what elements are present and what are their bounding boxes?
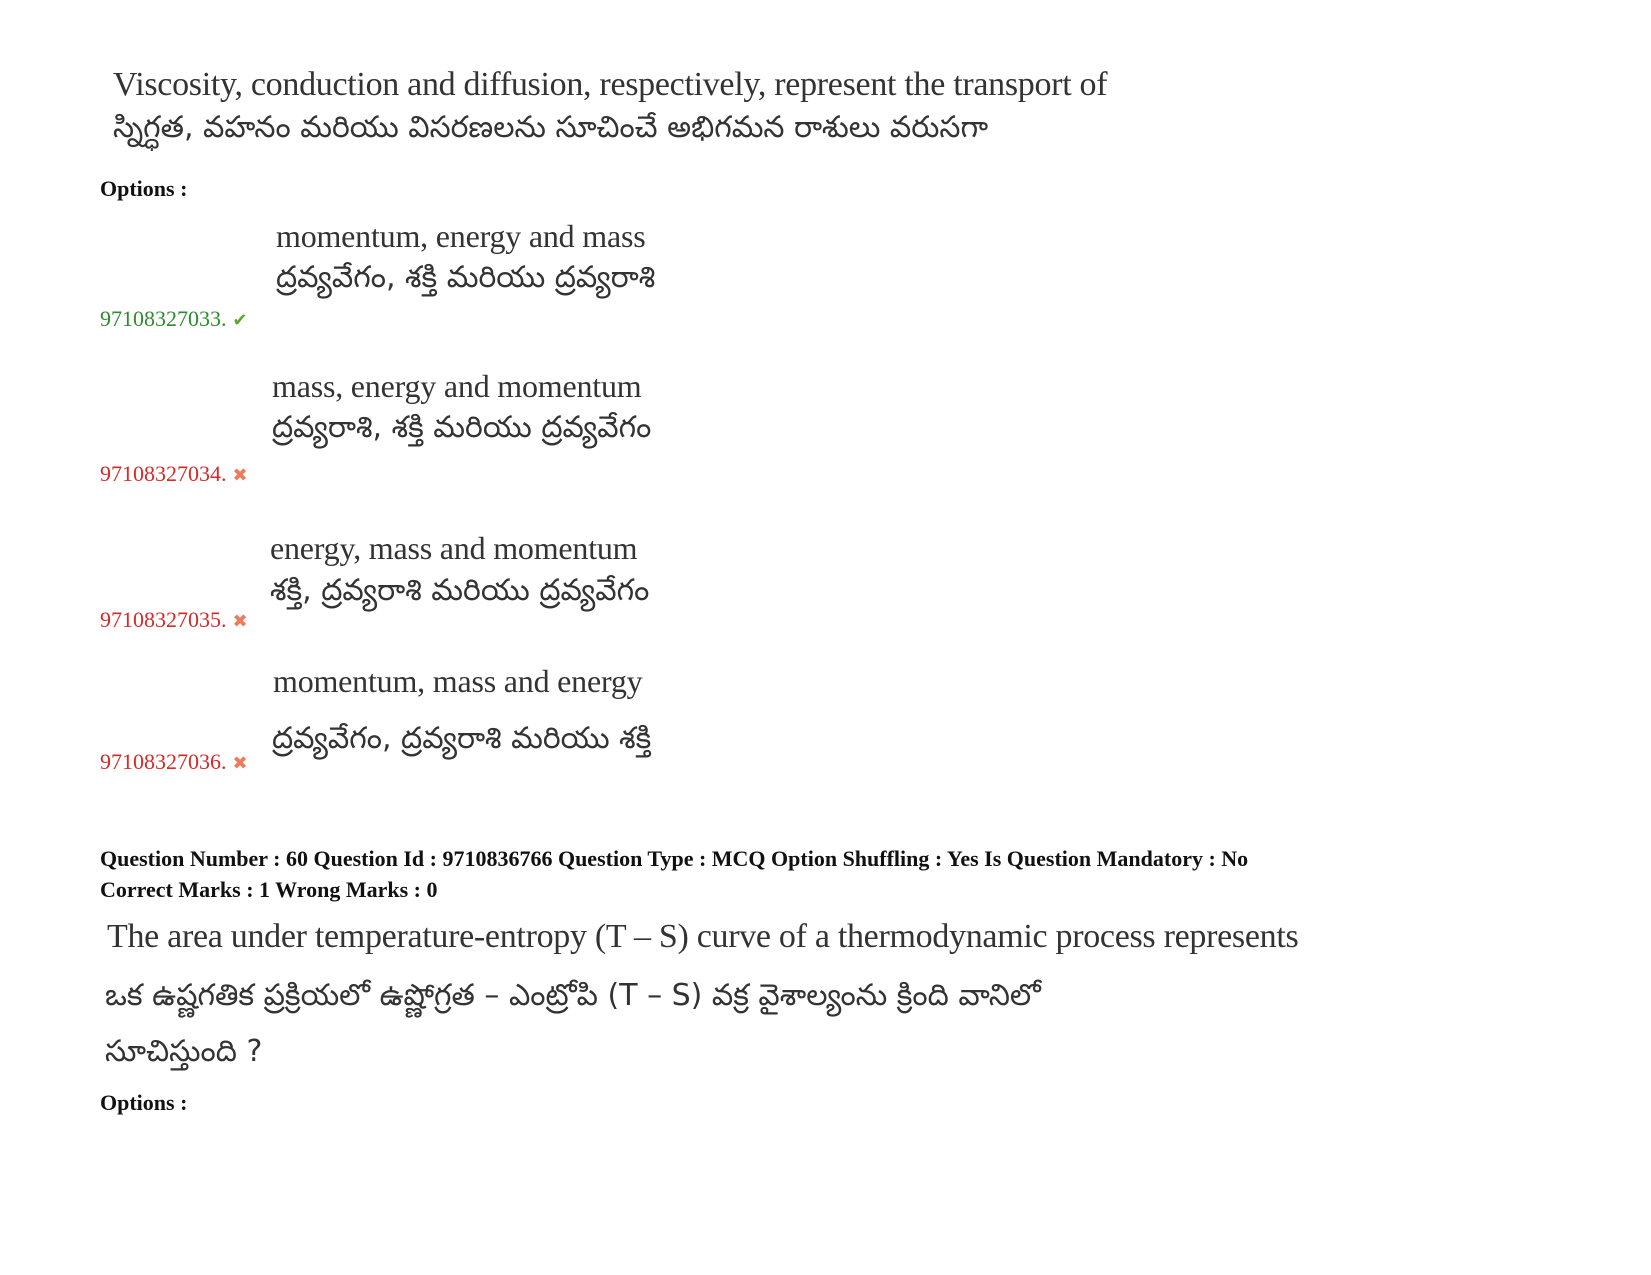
- question-text-te: ఒక ఉష్ణగతిక ప్రక్రియలో ఉష్ణోగ్రత – ఎంట్రోపి (T – S) వక్ర వైశాల్యంను క్రింది వానిలో: [105, 978, 1041, 1013]
- option-text-en: momentum, mass and energy: [273, 663, 643, 699]
- option-id-value: 97108327033.: [100, 306, 227, 331]
- option-text-te: శక్తి, ద్రవ్యరాశి మరియు ద్రవ్యవేగం: [270, 573, 650, 608]
- option-text-en: energy, mass and momentum: [270, 530, 638, 566]
- check-icon: ✔: [232, 310, 248, 331]
- option-text-en: mass, energy and momentum: [272, 368, 642, 404]
- question-marks: Correct Marks : 1 Wrong Marks : 0: [100, 877, 438, 902]
- question-text-te-cont: సూచిస్తుంది ?: [105, 1034, 263, 1069]
- option-text-te: ద్రవ్యవేగం, శక్తి మరియు ద్రవ్యరాశి: [276, 260, 656, 295]
- option-id: [100, 749, 248, 775]
- cross-icon: ✖: [232, 611, 248, 632]
- option-id-value: 97108327035.: [100, 607, 227, 632]
- option-id-value: 97108327036.: [100, 749, 227, 774]
- question-text-te: స్నిగ్ధత, వహనం మరియు విసరణలను సూచించే అభిగమన రాశులు వరుసగా: [113, 110, 989, 145]
- option-id: [100, 607, 248, 633]
- options-label: Options :: [100, 176, 188, 201]
- option-text-te: ద్రవ్యరాశి, శక్తి మరియు ద్రవ్యవేగం: [272, 410, 652, 445]
- option-id: [100, 306, 248, 332]
- option-text-en: momentum, energy and mass: [276, 218, 646, 254]
- question-text-en: Viscosity, conduction and diffusion, respectively, represent the transport of: [113, 66, 1108, 103]
- option-id: [100, 461, 248, 487]
- options-label: Options :: [100, 1090, 188, 1115]
- option-text-te: ద్రవ్యవేగం, ద్రవ్యరాశి మరియు శక్తి: [272, 721, 652, 756]
- option-id-value: 97108327034.: [100, 461, 227, 486]
- cross-icon: ✖: [232, 753, 248, 774]
- question-meta: Question Number : 60 Question Id : 9710836766 Question Type : MCQ Option Shuffling : Yes Is Question Mandatory : No: [100, 846, 1249, 871]
- cross-icon: ✖: [232, 465, 248, 486]
- question-text-en: The area under temperature-entropy (T – S) curve of a thermodynamic process represents: [107, 918, 1299, 955]
